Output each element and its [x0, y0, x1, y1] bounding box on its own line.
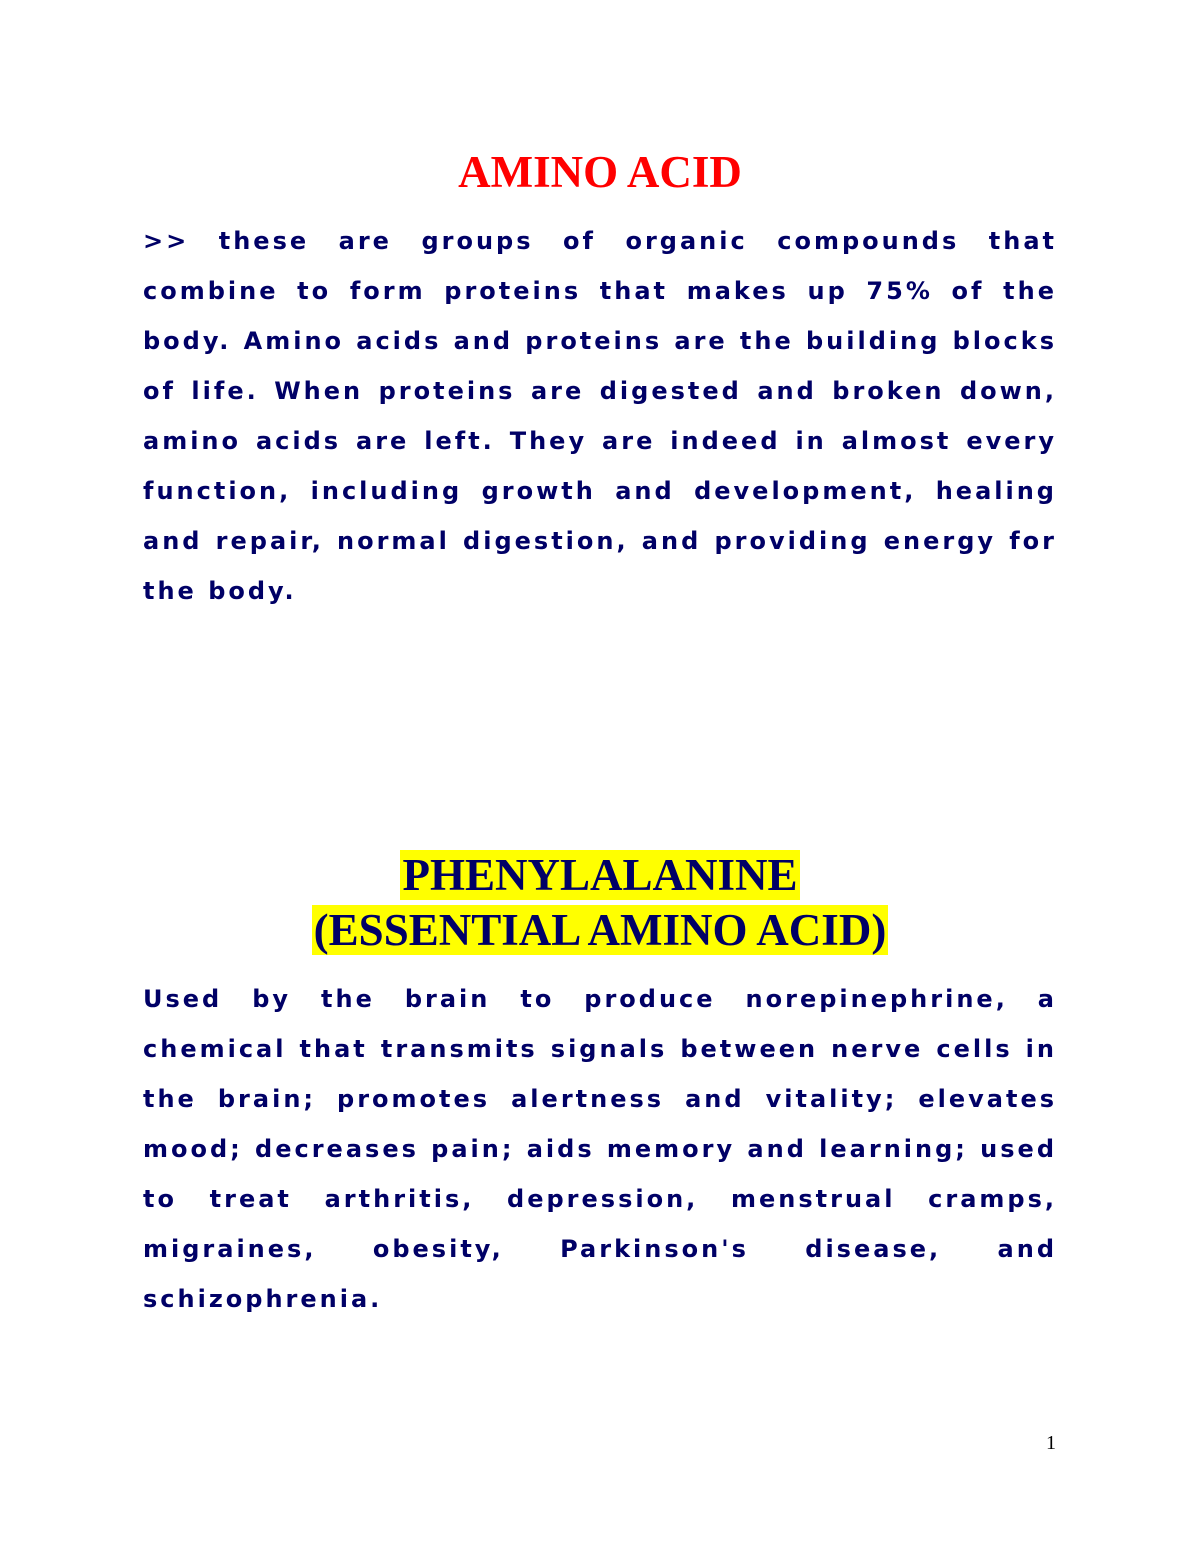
- section-paragraph: Used by the brain to produce norepinephrine, a chemical that transmits signals between nerve cells in the brain; promotes alertness and vitality; elevates mood; decreases pain; aids memory and learning; used to treat arthritis, depression, menstrual cramps, migraines, obesity, Parkinson's disease, and schizophrenia.: [143, 985, 1057, 1313]
- page-title: AMINO ACID: [458, 147, 742, 197]
- section-heading: [0, 848, 1200, 958]
- section-heading-line1: PHENYLALANINE: [402, 850, 798, 900]
- section-heading-line2: (ESSENTIAL AMINO ACID): [313, 905, 887, 955]
- intro-paragraph: >> these are groups of organic compounds that combine to form proteins that makes up 75% of the body. Amino acids and proteins are the building blocks of life. When proteins are digested and broken down, amino acids are left. They are indeed in almost every function, including growth and development, healing and repair, normal digestion, and providing energy for the body.: [143, 227, 1057, 605]
- page-number: 1: [1046, 1432, 1056, 1454]
